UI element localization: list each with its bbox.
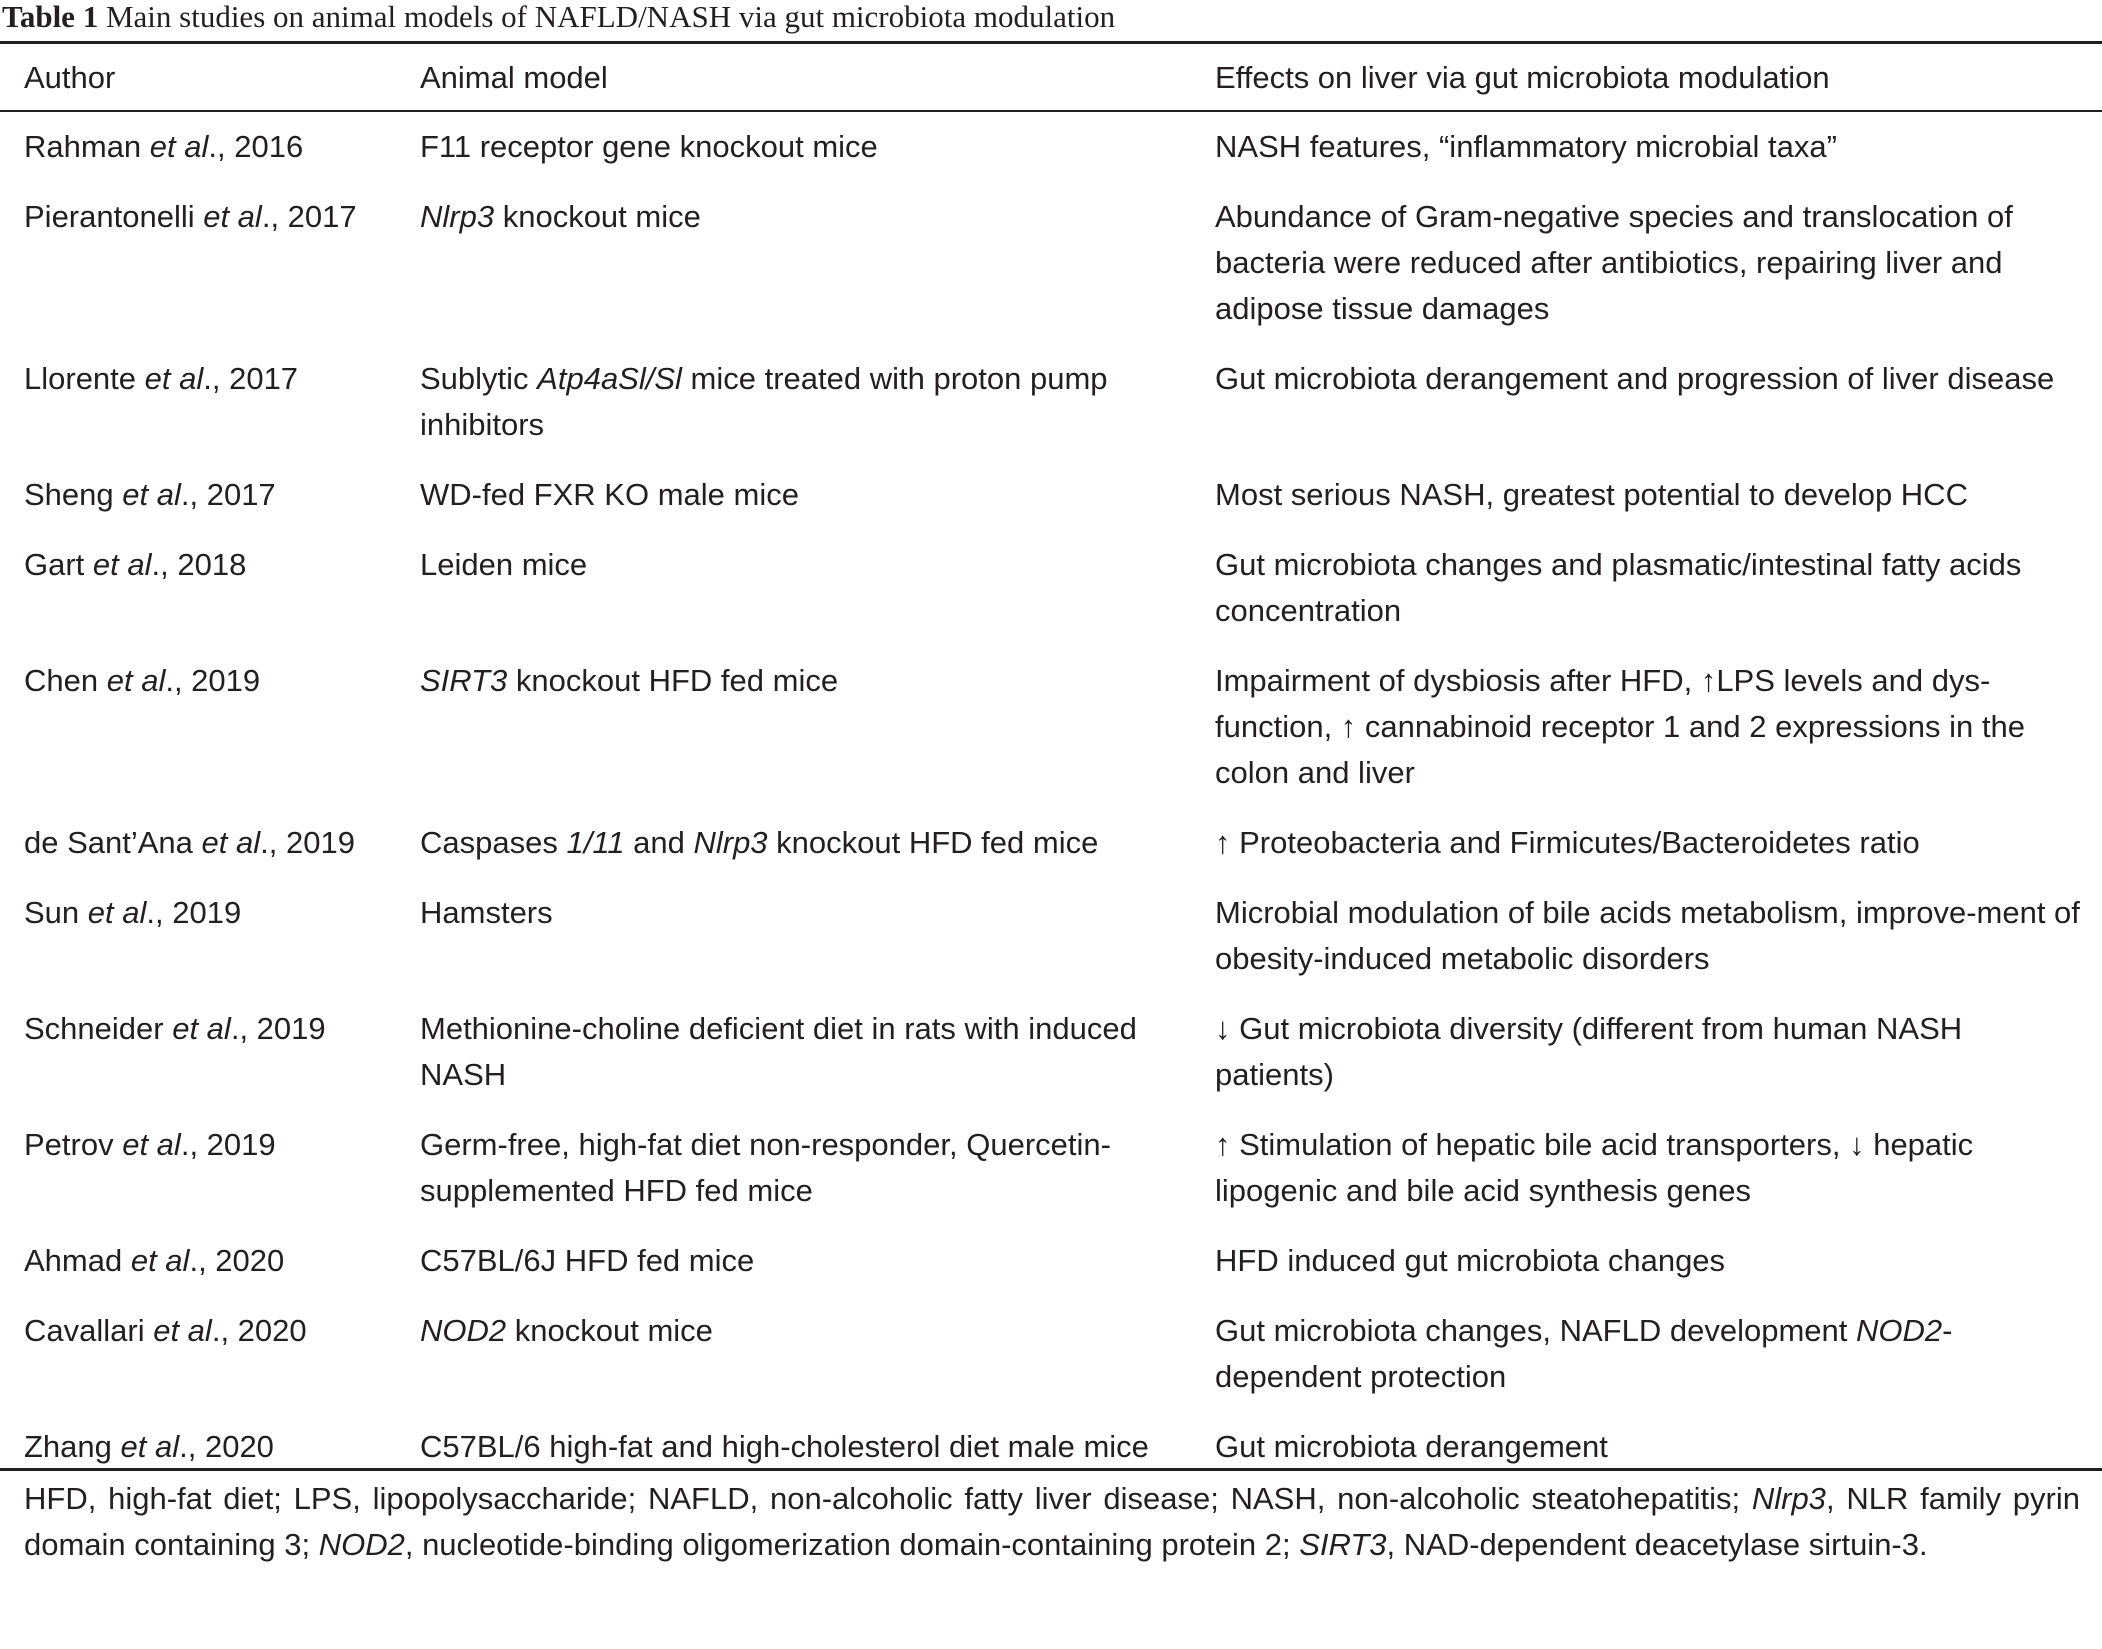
animal-model-text: 1/11 <box>566 825 625 860</box>
animal-model-text: Leiden mice <box>420 547 588 582</box>
effects-text: ↑ Proteobacteria and Firmicutes/Bacteroidetes ratio <box>1215 825 1920 860</box>
author-text: Ahmad <box>24 1243 131 1278</box>
column-header-effects: Effects on liver via gut microbiota modulation <box>1215 60 1830 95</box>
author-cell <box>0 812 420 882</box>
effects-text: Most serious NASH, greatest potential to develop HCC <box>1215 477 1968 512</box>
effects-text: Gut microbiota changes, NAFLD development <box>1215 1313 1856 1348</box>
author-cell <box>0 1300 420 1416</box>
studies-table <box>0 44 2102 1486</box>
effects-text: -dependent protection <box>1215 1313 1953 1394</box>
author-text: Zhang <box>24 1429 121 1464</box>
animal-model-text: F11 receptor gene knockout mice <box>420 129 878 164</box>
footnote-gene-name: Nlrp3 <box>1751 1481 1826 1516</box>
author-cell <box>0 464 420 534</box>
author-text: Sun <box>24 895 88 930</box>
author-cell <box>0 534 420 650</box>
animal-model-cell <box>420 1300 1215 1416</box>
table-row <box>0 1300 2102 1416</box>
author-text: Sheng <box>24 477 123 512</box>
animal-model-text: knockout mice <box>506 1313 713 1348</box>
animal-model-cell <box>420 998 1215 1114</box>
column-header-author: Author <box>24 60 116 95</box>
author-et-al: et al <box>144 361 204 396</box>
effects-cell <box>1215 812 2102 882</box>
author-et-al: et al <box>203 199 262 234</box>
animal-model-text: mice treated with proton pump inhibitors <box>420 361 1108 442</box>
author-cell <box>0 186 420 348</box>
author-text: Pierantonelli <box>24 199 204 234</box>
table-body <box>0 110 2102 1486</box>
animal-model-text: WD-fed FXR KO male mice <box>420 477 799 512</box>
table-row <box>0 464 2102 534</box>
footnote-text: , NLR family pyrin domain containing 3; <box>24 1481 2081 1562</box>
animal-model-text: Germ-free, high-fat diet non-responder, Quercetin-supplemented HFD fed mice <box>420 1127 1111 1208</box>
effects-text: ↑ Stimulation of hepatic bile acid transporters, ↓ hepatic lipogenic and bile acid synthesis genes <box>1215 1127 1974 1208</box>
animal-model-text: Nlrp3 <box>420 199 495 234</box>
author-text: ., 2017 <box>203 361 299 396</box>
author-text: ., 2019 <box>165 663 261 698</box>
author-text: ., 2019 <box>146 895 242 930</box>
author-et-al: et al <box>106 663 166 698</box>
table-caption-text: Main studies on animal models of NAFLD/NASH via gut microbiota modulation <box>105 0 1116 34</box>
effects-cell <box>1215 998 2102 1114</box>
footnote-text: , NAD-dependent deacetylase sirtuin-3. <box>1386 1527 1928 1562</box>
effects-cell <box>1215 464 2102 534</box>
author-text: ., 2017 <box>261 199 357 234</box>
author-et-al: et al <box>153 1313 212 1348</box>
table-footnote <box>24 1476 2080 1568</box>
author-et-al: et al <box>122 1127 181 1162</box>
author-text: Rahman <box>24 129 150 164</box>
author-text: ., 2018 <box>151 547 247 582</box>
animal-model-cell <box>420 650 1215 812</box>
author-cell <box>0 650 420 812</box>
animal-model-cell <box>420 1230 1215 1300</box>
author-cell <box>0 998 420 1114</box>
table-bottom-rule <box>0 1468 2102 1471</box>
animal-model-cell <box>420 812 1215 882</box>
table-row <box>0 998 2102 1114</box>
animal-model-text: knockout mice <box>494 199 701 234</box>
effects-text: Impairment of dysbiosis after HFD, ↑LPS levels and dys-function, ↑ cannabinoid receptor 1 and 2 expressions in the colon and liver <box>1215 663 2025 790</box>
animal-model-cell <box>420 534 1215 650</box>
table-row <box>0 186 2102 348</box>
table-row <box>0 534 2102 650</box>
author-cell <box>0 882 420 998</box>
table-header-row <box>0 44 2102 110</box>
animal-model-text: NOD2 <box>420 1313 507 1348</box>
author-text: Gart <box>24 547 93 582</box>
author-text: ., 2019 <box>180 1127 276 1162</box>
table-row <box>0 882 2102 998</box>
effects-cell <box>1215 882 2102 998</box>
animal-model-text: Methionine-choline deficient diet in rats with induced NASH <box>420 1011 1137 1092</box>
effects-cell <box>1215 650 2102 812</box>
author-text: ., 2019 <box>230 1011 326 1046</box>
animal-model-cell <box>420 110 1215 186</box>
effects-text: Abundance of Gram-negative species and translocation of bacteria were reduced after antibiotics, repairing liver and adipose tissue damages <box>1215 199 2013 326</box>
author-text: Cavallari <box>24 1313 154 1348</box>
author-cell <box>0 110 420 186</box>
table-caption-label: Table 1 <box>2 0 99 34</box>
animal-model-text: Caspases <box>420 825 567 860</box>
effects-cell <box>1215 348 2102 464</box>
effects-text: Gut microbiota derangement <box>1215 1429 1608 1464</box>
table-row <box>0 1230 2102 1300</box>
effects-cell <box>1215 534 2102 650</box>
author-cell <box>0 348 420 464</box>
effects-text: Gut microbiota changes and plasmatic/intestinal fatty acids concentration <box>1215 547 2022 628</box>
author-text: Schneider <box>24 1011 173 1046</box>
table-row <box>0 650 2102 812</box>
author-text: Chen <box>24 663 107 698</box>
table-row <box>0 1114 2102 1230</box>
author-text: ., 2020 <box>211 1313 307 1348</box>
animal-model-cell <box>420 1114 1215 1230</box>
author-text: ., 2020 <box>179 1429 274 1464</box>
author-et-al: et al <box>149 129 209 164</box>
author-cell <box>0 1114 420 1230</box>
author-et-al: et al <box>201 825 261 860</box>
author-cell <box>0 1230 420 1300</box>
footnote-text: HFD, high-fat diet; LPS, lipopolysaccharide; NAFLD, non-alcoholic fatty liver disease; NASH, non-alcoholic steatohepatitis; <box>24 1481 1752 1516</box>
table-row <box>0 110 2102 186</box>
animal-model-text: C57BL/6J HFD fed mice <box>420 1243 755 1278</box>
animal-model-text: and <box>624 825 694 860</box>
author-text: ., 2016 <box>208 129 304 164</box>
effects-cell <box>1215 1300 2102 1416</box>
animal-model-text: knockout HFD fed mice <box>507 663 839 698</box>
author-text: Llorente <box>24 361 145 396</box>
animal-model-cell <box>420 882 1215 998</box>
animal-model-text: Sublytic <box>420 361 538 396</box>
footnote-text: , nucleotide-binding oligomerization domain-containing protein 2; <box>404 1527 1300 1562</box>
effects-cell <box>1215 1230 2102 1300</box>
author-text: Petrov <box>24 1127 123 1162</box>
author-et-al: et al <box>130 1243 190 1278</box>
author-text: ., 2017 <box>180 477 276 512</box>
effects-text: HFD induced gut microbiota changes <box>1215 1243 1726 1278</box>
table-caption <box>2 0 1115 34</box>
animal-model-text: Nlrp3 <box>693 825 768 860</box>
author-et-al: et al <box>122 477 181 512</box>
effects-cell <box>1215 186 2102 348</box>
author-text: ., 2019 <box>260 825 355 860</box>
column-header-animal-model: Animal model <box>420 60 608 95</box>
author-text: de Sant’Ana <box>24 825 202 860</box>
effects-text: Microbial modulation of bile acids metabolism, improve-ment of obesity-induced metabolic disorders <box>1215 895 2080 976</box>
author-et-al: et al <box>120 1429 180 1464</box>
animal-model-text: knockout HFD fed mice <box>767 825 1099 860</box>
effects-cell <box>1215 110 2102 186</box>
effects-text: NOD2 <box>1855 1313 1943 1348</box>
effects-text: NASH features, “inflammatory microbial taxa” <box>1215 129 1837 164</box>
animal-model-cell <box>420 186 1215 348</box>
animal-model-cell <box>420 464 1215 534</box>
animal-model-text: SIRT3 <box>420 663 508 698</box>
effects-text: ↓ Gut microbiota diversity (different from human NASH patients) <box>1215 1011 1963 1092</box>
author-et-al: et al <box>92 547 152 582</box>
footnote-gene-name: NOD2 <box>318 1527 405 1562</box>
author-et-al: et al <box>87 895 147 930</box>
animal-model-text: Atp4aSl/Sl <box>537 361 682 396</box>
effects-text: Gut microbiota derangement and progression of liver disease <box>1215 361 2055 396</box>
table-row <box>0 812 2102 882</box>
animal-model-text: Hamsters <box>420 895 553 930</box>
footnote-gene-name: SIRT3 <box>1299 1527 1387 1562</box>
animal-model-cell <box>420 348 1215 464</box>
author-et-al: et al <box>172 1011 231 1046</box>
author-text: ., 2020 <box>189 1243 285 1278</box>
animal-model-text: C57BL/6 high-fat and high-cholesterol diet male mice <box>420 1429 1149 1464</box>
effects-cell <box>1215 1114 2102 1230</box>
table-row <box>0 348 2102 464</box>
